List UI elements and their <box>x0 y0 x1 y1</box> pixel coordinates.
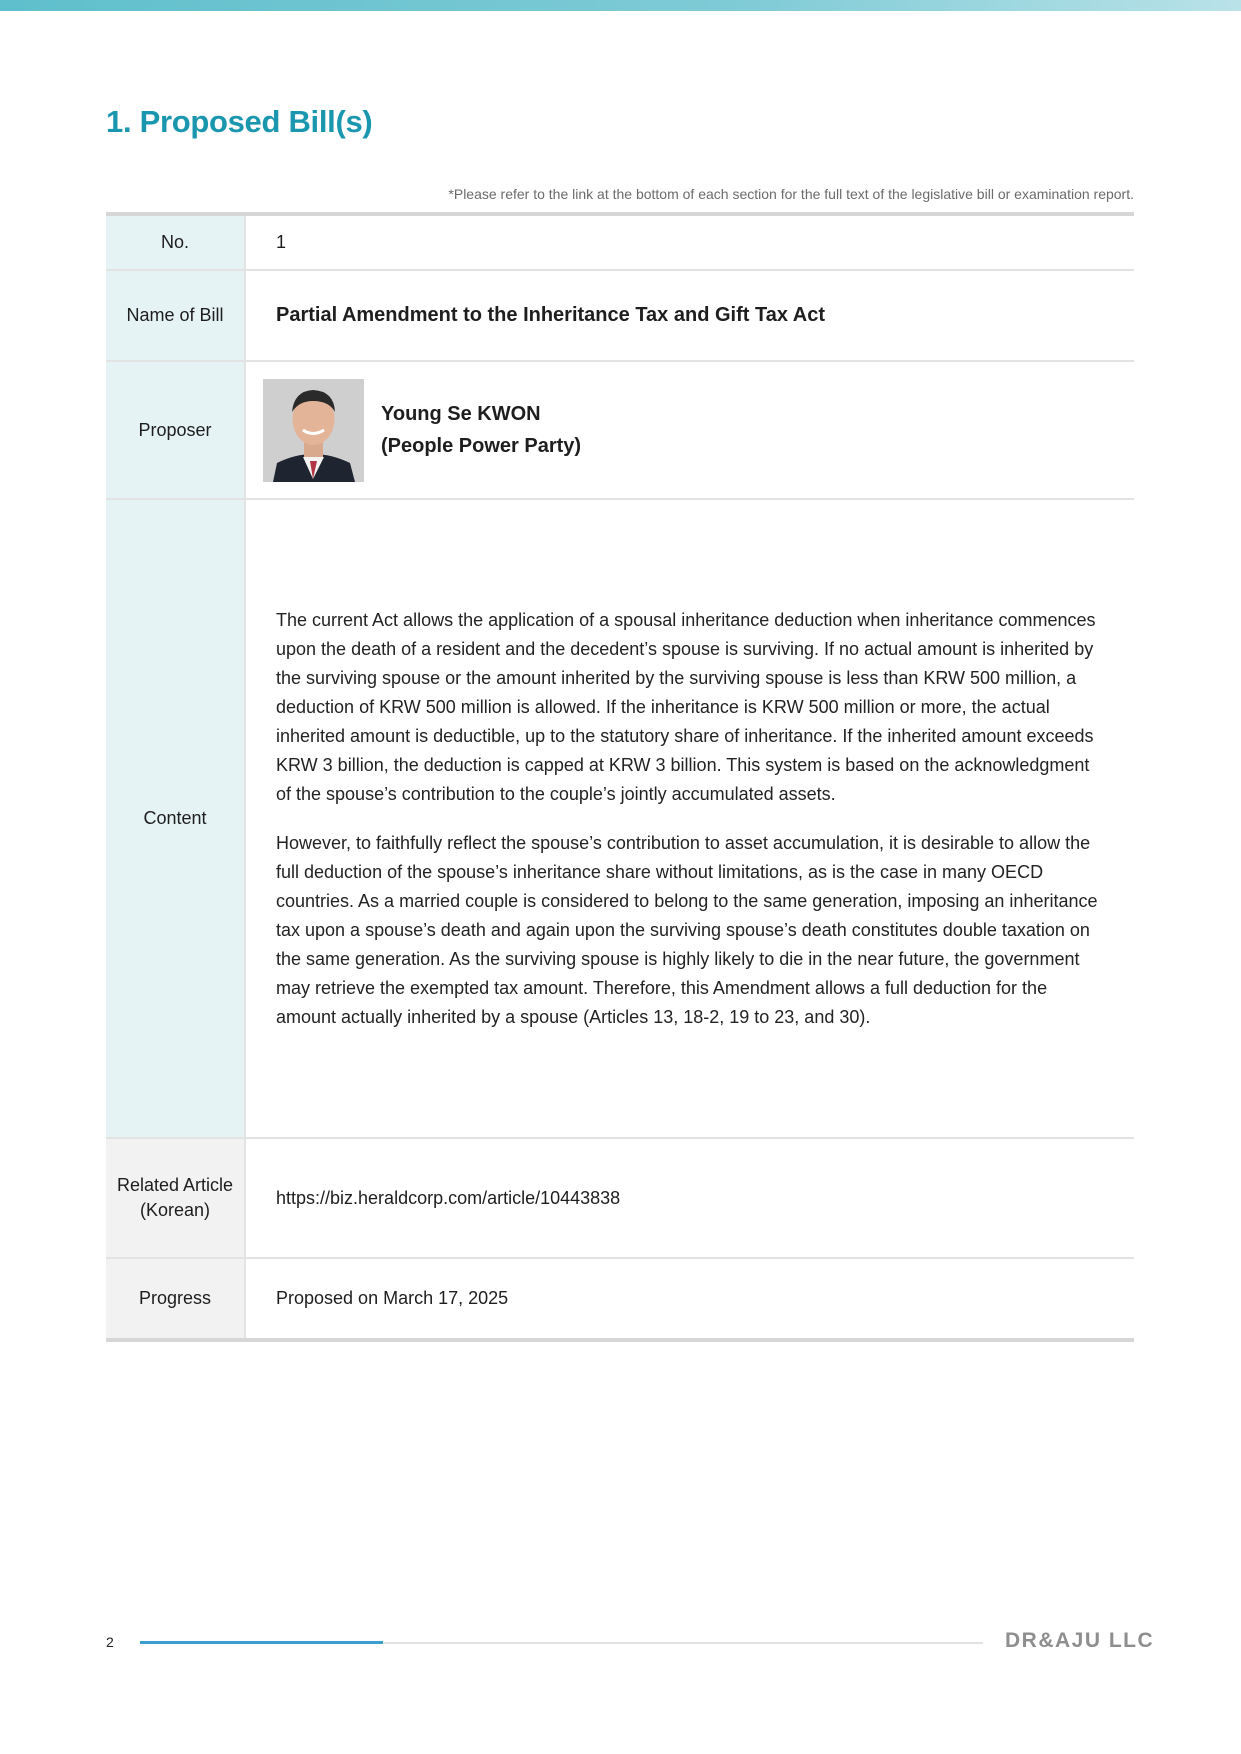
proposer-party: (People Power Party) <box>381 435 582 457</box>
person-photo-icon <box>263 379 364 482</box>
bill-name: Partial Amendment to the Inheritance Tax and Gift Tax Act <box>276 304 825 326</box>
table-row-name <box>106 270 1134 361</box>
content-paragraph-2: However, to faithfully reflect the spouse’s contribution to asset accumulation, it is desirable to allow the full deduction of the spouse’s inheritance share without limitations, as is the case in many OECD countries. As a married couple is considered to belong to the same generation, imposing an inheritance tax upon a spouse’s death and again upon the surviving spouse’s death constitutes double taxation on the same generation. As the surviving spouse is highly likely to die in the near future, the government may retrieve the exempted tax amount. Therefore, this Amendment allows a full deduction for the amount actually inherited by a spouse (Articles 13, 18-2, 19 to 23, and 30). <box>276 832 1098 1027</box>
table-row-progress <box>106 1258 1134 1340</box>
value-name-of-bill <box>245 270 1134 361</box>
value-progress: Proposed on March 17, 2025 <box>245 1258 1134 1340</box>
table-row-proposer <box>106 361 1134 499</box>
table-row-related-article <box>106 1138 1134 1258</box>
related-article-link[interactable]: https://biz.heraldcorp.com/article/10443838 <box>276 1187 621 1208</box>
top-accent-bar <box>0 0 1241 11</box>
table-row-content <box>106 499 1134 1138</box>
value-content <box>245 499 1134 1138</box>
section-title: 1. Proposed Bill(s) <box>106 104 373 139</box>
value-related-article <box>245 1138 1134 1258</box>
footer-logo: DR&AJU LLC <box>1005 1629 1155 1652</box>
proposer-name: Young Se KWON <box>381 403 541 425</box>
label-proposer: Proposer <box>106 361 245 499</box>
proposer-text <box>381 398 581 462</box>
footer-line-accent <box>140 1641 383 1644</box>
label-no: No. <box>106 214 245 270</box>
content-paragraph-1: The current Act allows the application of a spousal inheritance deduction when inheritance commences upon the death of a resident and the decedent’s spouse is surviving. If no actual amount is inherited by the surviving spouse or the amount inherited by the surviving spouse is less than KRW 500 million, a deduction of KRW 500 million is allowed. If the inheritance is KRW 500 million or more, the actual inherited amount is deductible, up to the statutory share of inheritance. If the inherited amount exceeds KRW 3 billion, the deduction is capped at KRW 3 billion. This system is based on the acknowledgment of the spouse’s contribution to the couple’s jointly accumulated assets. <box>276 609 1096 804</box>
reference-note: *Please refer to the link at the bottom of each section for the full text of the legislative bill or examination report. <box>448 186 1134 202</box>
proposer-block <box>263 379 1108 482</box>
page-number: 2 <box>106 1634 114 1650</box>
label-content: Content <box>106 499 245 1138</box>
value-no: 1 <box>245 214 1134 270</box>
label-name-of-bill: Name of Bill <box>106 270 245 361</box>
label-progress: Progress <box>106 1258 245 1340</box>
table-row-no <box>106 214 1134 270</box>
value-proposer <box>245 361 1134 499</box>
label-related-article: Related Article (Korean) <box>106 1138 245 1258</box>
bill-table <box>106 212 1134 1342</box>
